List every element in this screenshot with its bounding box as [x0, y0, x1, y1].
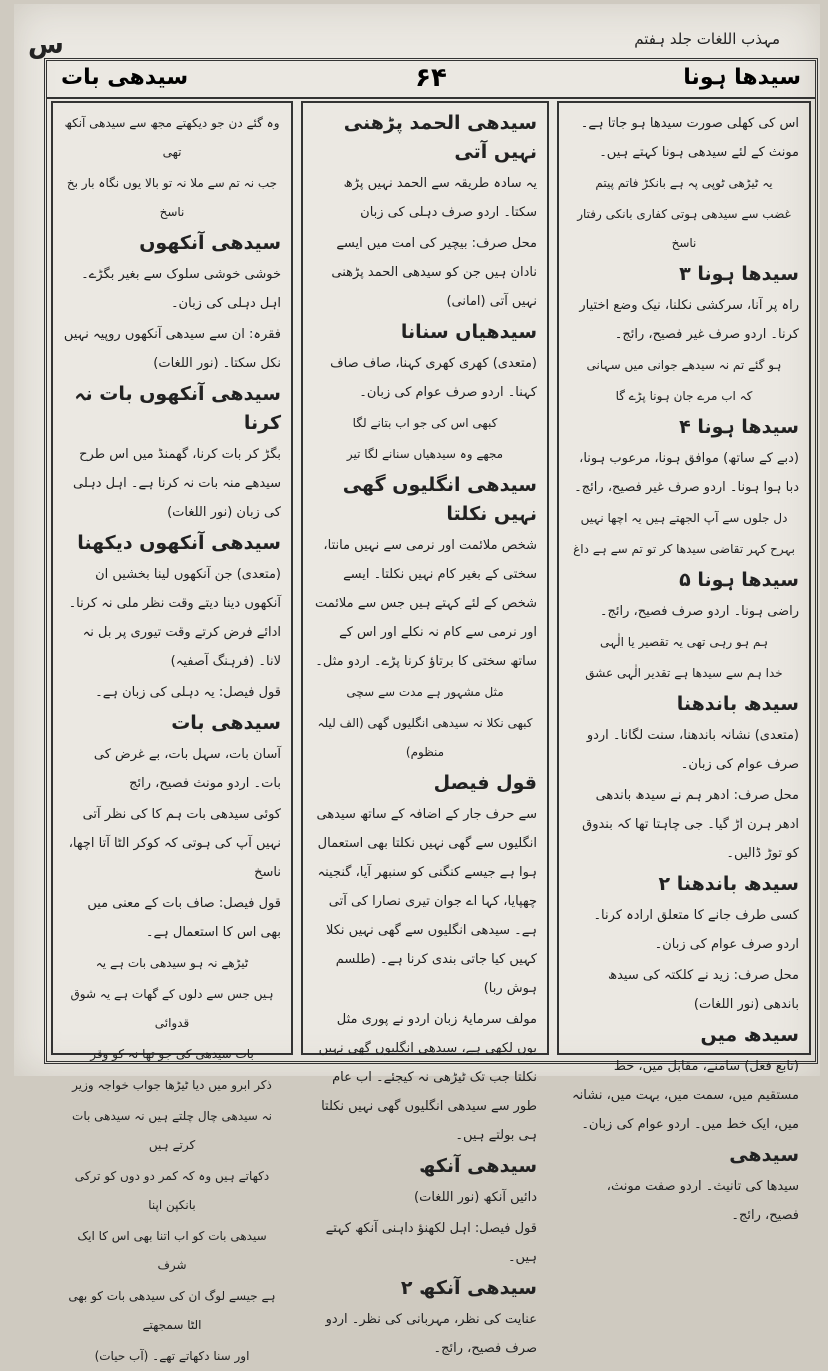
book-title: مہذب اللغات جلد ہفتم: [634, 30, 780, 48]
verse-line: ہے جیسے لوگ ان کی سیدھی بات کو بھی الٹا سمجھتے: [68, 1289, 276, 1332]
verse-line: بہرح کہر تقاضی سیدھا کر تو تم سے ہے داغ: [573, 542, 795, 556]
verse-line: غضب سے سیدھی ہوتی کفاری بانکی رفتار ناسخ: [577, 207, 791, 250]
verse-line: اور سنا دکھاتے تھے۔ (آب حیات): [94, 1349, 250, 1363]
verse-line: جب نہ تم سے ملا نہ تو بالا یوں نگاہ بار بخ ناسخ: [66, 176, 278, 219]
verse-line: ہم ہو رہی تھی یہ تقصیر یا الٰہی: [599, 635, 769, 649]
entry-text: عنایت کی نظر، مہربانی کی نظر۔ اردو صرف فصیح، رائج۔: [325, 1312, 537, 1356]
entry-text: بگڑ کر بات کرنا، گھمنڈ میں اس طرح سیدھے منہ بات نہ کرنا ہے۔ اہل دہلی کی زبان (نور اللغات): [72, 447, 281, 520]
verse-line: یہ ٹیڑھی ٹوپی پہ ہے بانکڑ فاتم پیتم: [595, 176, 773, 190]
entry-headword: سیدھ میں: [700, 1024, 799, 1046]
entry-text: قول فیصل: اہل لکھنؤ داہنی آنکھ کہتے ہیں۔: [325, 1221, 537, 1265]
header-last-entry: سیدھی بات: [61, 65, 189, 90]
entry-text: آسان بات، سہل بات، بے غرض کی بات۔ اردو مونث فصیح، رائج: [93, 747, 281, 791]
page-number: ۶۴: [415, 63, 447, 93]
column-left: [51, 101, 293, 1363]
entry-headword: قول فیصل: [433, 772, 537, 794]
entry-headword: سیدھ باندھنا ۲: [658, 873, 799, 895]
entry-text: محل صرف: ادھر ہم نے سیدھ باندھی ادھر ہرن اڑ گیا۔ جی چاہتا تھا کہ بندوق کو توڑ ڈالیں۔: [582, 788, 799, 861]
entry-headword: سیدھیاں سنانا: [400, 321, 537, 343]
verse-line: کبھی اس کی جو اب بتانے لگا: [352, 416, 498, 430]
verse-line: دل جلوں سے آپ الجھتے ہیں یہ اچھا نہیں: [580, 511, 788, 525]
entry-text: (متعدی) کھری کھری کہنا، صاف صاف کہنا۔ اردو صرف عوام کی زبان۔: [330, 356, 537, 400]
verse-line: خدا ہم سے سیدھا ہے تقدیر الٰہی عشق: [585, 666, 783, 680]
entry-text: قول فیصل: یہ دہلی کی زبان ہے۔: [95, 685, 281, 700]
header-first-entry: سیدھا ہونا: [683, 65, 801, 90]
verse-line: کہ اب مرے جان ہونا پڑے گا: [615, 389, 753, 403]
entry-headword: سیدھی آنکھ ۲: [400, 1277, 537, 1299]
entry-headword: سیدھا ہونا ۴: [679, 416, 799, 438]
entry-text: قول فیصل: صاف بات کے معنی میں بھی اس کا استعمال ہے۔: [87, 896, 281, 940]
verse-line: وہ گئے دن جو دیکھتے مجھ سے سیدھی آنکھ تھی: [64, 116, 280, 159]
verse-line: ذکر ابرو میں دیا ٹیڑھا جواب خواجہ وزیر: [72, 1078, 272, 1092]
column-middle: [301, 101, 549, 1356]
entry-text: اس کی کھلی صورت سیدھا ہو جاتا ہے۔ مونث کے لئے سیدھی ہونا کہتے ہیں۔: [580, 116, 799, 160]
entry-headword: سیدھی: [729, 1144, 799, 1166]
entry-headword: سیدھی آنکھ: [419, 1155, 537, 1177]
entry-text: راضی ہونا۔ اردو صرف فصیح، رائج۔: [599, 604, 799, 619]
entry-text: (تابع فعل) سامنے، مقابل میں، خط مستقیم میں، سمت میں، بہت میں، نشانہ میں، ایک خط میں۔ اردو عوام کی زبان۔: [572, 1059, 799, 1132]
entry-headword: سیدھی الحمد پڑھنی نہیں آتی: [343, 112, 537, 163]
verse-line: مجھے وہ سیدھیاں سنانے لگا تیر: [346, 447, 504, 461]
entry-headword: سیدھی آنکھوں بات نہ کرنا: [74, 383, 281, 434]
verse-line: بات سیدھی کی جو تھا نہ کو وقر: [90, 1047, 254, 1061]
entry-headword: سیدھی آنکھوں دیکھنا: [77, 532, 281, 554]
verse-line: ہو گئے تم نہ سیدھے جوانی میں سہانی: [586, 358, 782, 372]
running-head: [14, 18, 820, 58]
entry-text: (متعدی) جن آنکھوں لینا بخشیں ان آنکھوں دینا دیتے وقت نظر ملی نہ کرنا۔ ادائے فرض کرتے وقت تیوری پر بل نہ لانا۔ (فرہنگ آصفیہ): [68, 567, 281, 669]
entry-text: مولف سرمایۂ زبان اردو نے پوری مثل یوں لکھی ہے، سیدھی انگلیوں گھی نہیں نکلتا جب تک ٹیڑھی نہ کیجئے۔ اب عام طور سے سیدھی انگلیوں گھی نہیں نکلتا ہی بولتے ہیں۔: [318, 1012, 537, 1143]
entry-text: (دبے کے ساتھ) موافق ہونا، مرعوب ہونا، دبا ہوا ہونا۔ اردو صرف غیر فصیح، رائج۔: [574, 451, 799, 495]
verse-line: دکھاتے ہیں وہ کہ کمر دو دوں کو ترکی بانکپن اپنا: [74, 1169, 270, 1212]
verse-line: ٹیڑھے نہ ہو سیدھی بات ہے یہ: [95, 956, 249, 970]
entry-text: خوشی خوشی سلوک سے بغیر بگڑے۔ اہل دہلی کی زبان۔: [81, 267, 281, 311]
verse-line: نہ سیدھی چال چلتے ہیں نہ سیدھی بات کرتے ہیں: [72, 1109, 272, 1152]
verse-line: ہیں جس سے دلوں کے گھات ہے یہ شوق قدوائی: [70, 987, 274, 1030]
entry-text: شخص ملائمت اور نرمی سے نہیں مانتا، سختی کے بغیر کام نہیں نکلتا۔ ایسے شخص کے لئے کہتے ہیں جس سے ملائمت اور نرمی سے کام نہ نکلے اور اس کے ساتھ سختی کا برتاؤ کرنا پڑے۔ اردو مثل۔: [315, 538, 537, 669]
entry-headword: سیدھی انگلیوں گھی نہیں نکلتا: [342, 474, 537, 525]
page-frame: [44, 58, 818, 1363]
entry-text: (متعدی) نشانہ باندھنا، سنت لگانا۔ اردو صرف عوام کی زبان۔: [586, 728, 799, 772]
dictionary-page: [14, 4, 820, 1363]
column-right: [557, 101, 811, 1223]
entry-text: راہ پر آنا، سرکشی نکلنا، نیک وضع اختیار کرنا۔ اردو صرف غیر فصیح، رائج۔: [579, 298, 799, 342]
entry-text: محل صرف: بیچیر کی امت میں ایسے نادان ہیں جن کو سیدھی الحمد پڑھنی نہیں آتی (امانی): [331, 236, 537, 309]
entry-text: سیدھا کی تانیث۔ اردو صفت مونث، فصیح، رائج۔: [606, 1179, 799, 1223]
entry-text: محل صرف: زید نے کلکتہ کی سیدھ باندھی (نور اللغات): [608, 968, 799, 1012]
entry-text: سے حرف جار کے اضافہ کے ساتھ سیدھی انگلیوں سے گھی نہیں نکلتا بھی استعمال ہوا ہے جیسے کنگنی کو سنبھر آیا، گنجینہ چھپایا، کہا اے جوان تیری نصارا کی آتی ہے۔ سیدھی انگلیوں سے گھی نہیں نکلا کہیں کیا جاتی بندی کرنا ہے۔ (طلسم ہوش ربا): [316, 807, 537, 996]
entry-headword: سیدھ باندھنا: [676, 693, 799, 715]
entry-text: فقرہ: ان سے سیدھی آنکھوں روپیہ نہیں نکل سکتا۔ (نور اللغات): [63, 327, 281, 371]
entry-text: یہ سادہ طریقہ سے الحمد نہیں پڑھ سکتا۔ اردو صرف دہلی کی زبان: [343, 176, 537, 220]
entry-headword: سیدھی بات: [171, 712, 281, 734]
entry-text: کوئی سیدھی بات ہم کا کی نظر آتی نہیں آپ کی ہوتی کہ کوکر الٹا آتا اچھا، ناسخ: [68, 807, 281, 880]
entry-headword: سیدھا ہونا ۳: [679, 263, 799, 285]
verse-line: سیدھی بات کو اب اتنا بھی اس کا ایک شرف: [77, 1229, 267, 1272]
verse-line: مثل مشہور ہے مدت سے سچی: [346, 685, 504, 699]
entry-text: کسی طرف جانے کا متعلق ارادہ کرنا۔ اردو صرف عوام کی زبان۔: [593, 908, 799, 952]
entry-headword: سیدھی آنکھوں: [139, 232, 281, 254]
verse-line: کبھی نکلا نہ سیدھی انگلیوں گھی (الف لیلہ منظوم): [317, 716, 533, 759]
entry-headword: سیدھا ہونا ۵: [679, 569, 799, 591]
page-section-marker: س: [28, 30, 64, 60]
entry-text: دائیں آنکھ (نور اللغات): [414, 1190, 537, 1205]
page-header: [47, 61, 815, 99]
